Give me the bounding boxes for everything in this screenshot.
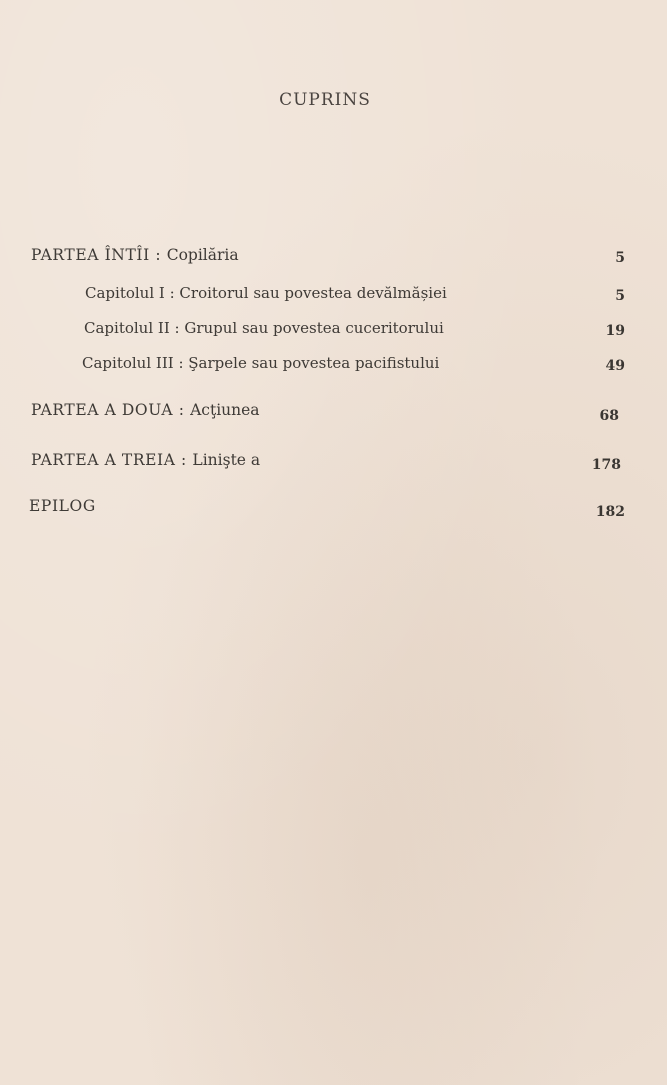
toc-entry-prefix: EPILOG bbox=[29, 497, 96, 515]
toc-page-number: 182 bbox=[595, 504, 625, 520]
toc-entry-chapter-2 bbox=[0, 319, 667, 341]
toc-entry-title: Grupul sau povestea cuceritorului bbox=[184, 319, 444, 337]
toc-entry-prefix: PARTEA ÎNTÎI : bbox=[31, 246, 167, 264]
toc-entry-prefix: PARTEA A TREIA : bbox=[31, 451, 193, 469]
toc-entry-title: Croitorul sau povestea devălmășiei bbox=[179, 284, 447, 302]
toc-page-number: 5 bbox=[615, 288, 625, 304]
toc-entry-prefix: Capitolul III : bbox=[82, 354, 189, 372]
toc-entry-prefix: Capitolul I : bbox=[85, 284, 180, 302]
toc-entry-epilog bbox=[0, 497, 667, 519]
toc-page-number: 19 bbox=[605, 323, 625, 339]
toc-entry-chapter-3 bbox=[0, 354, 667, 376]
toc-page-number: 5 bbox=[615, 250, 625, 266]
toc-entry-part-2 bbox=[0, 401, 667, 423]
toc-entry-part-3 bbox=[0, 451, 667, 473]
toc-entry-chapter-1 bbox=[0, 284, 667, 306]
toc-page-number: 68 bbox=[599, 408, 619, 424]
toc-entry-title: Acţiunea bbox=[190, 401, 260, 419]
toc-entry-title: Copilăria bbox=[166, 246, 239, 264]
toc-page-number: 49 bbox=[605, 358, 625, 374]
page-title: CUPRINS bbox=[279, 90, 371, 110]
toc-page-number: 178 bbox=[591, 457, 621, 473]
toc-entry-part-1 bbox=[0, 246, 667, 268]
toc-entry-prefix: PARTEA A DOUA : bbox=[31, 401, 191, 419]
toc-entry-title: Linişte a bbox=[192, 451, 261, 469]
toc-entry-prefix: Capitolul II : bbox=[84, 319, 185, 337]
toc-entry-title: Şarpele sau povestea pacifistului bbox=[188, 354, 440, 372]
